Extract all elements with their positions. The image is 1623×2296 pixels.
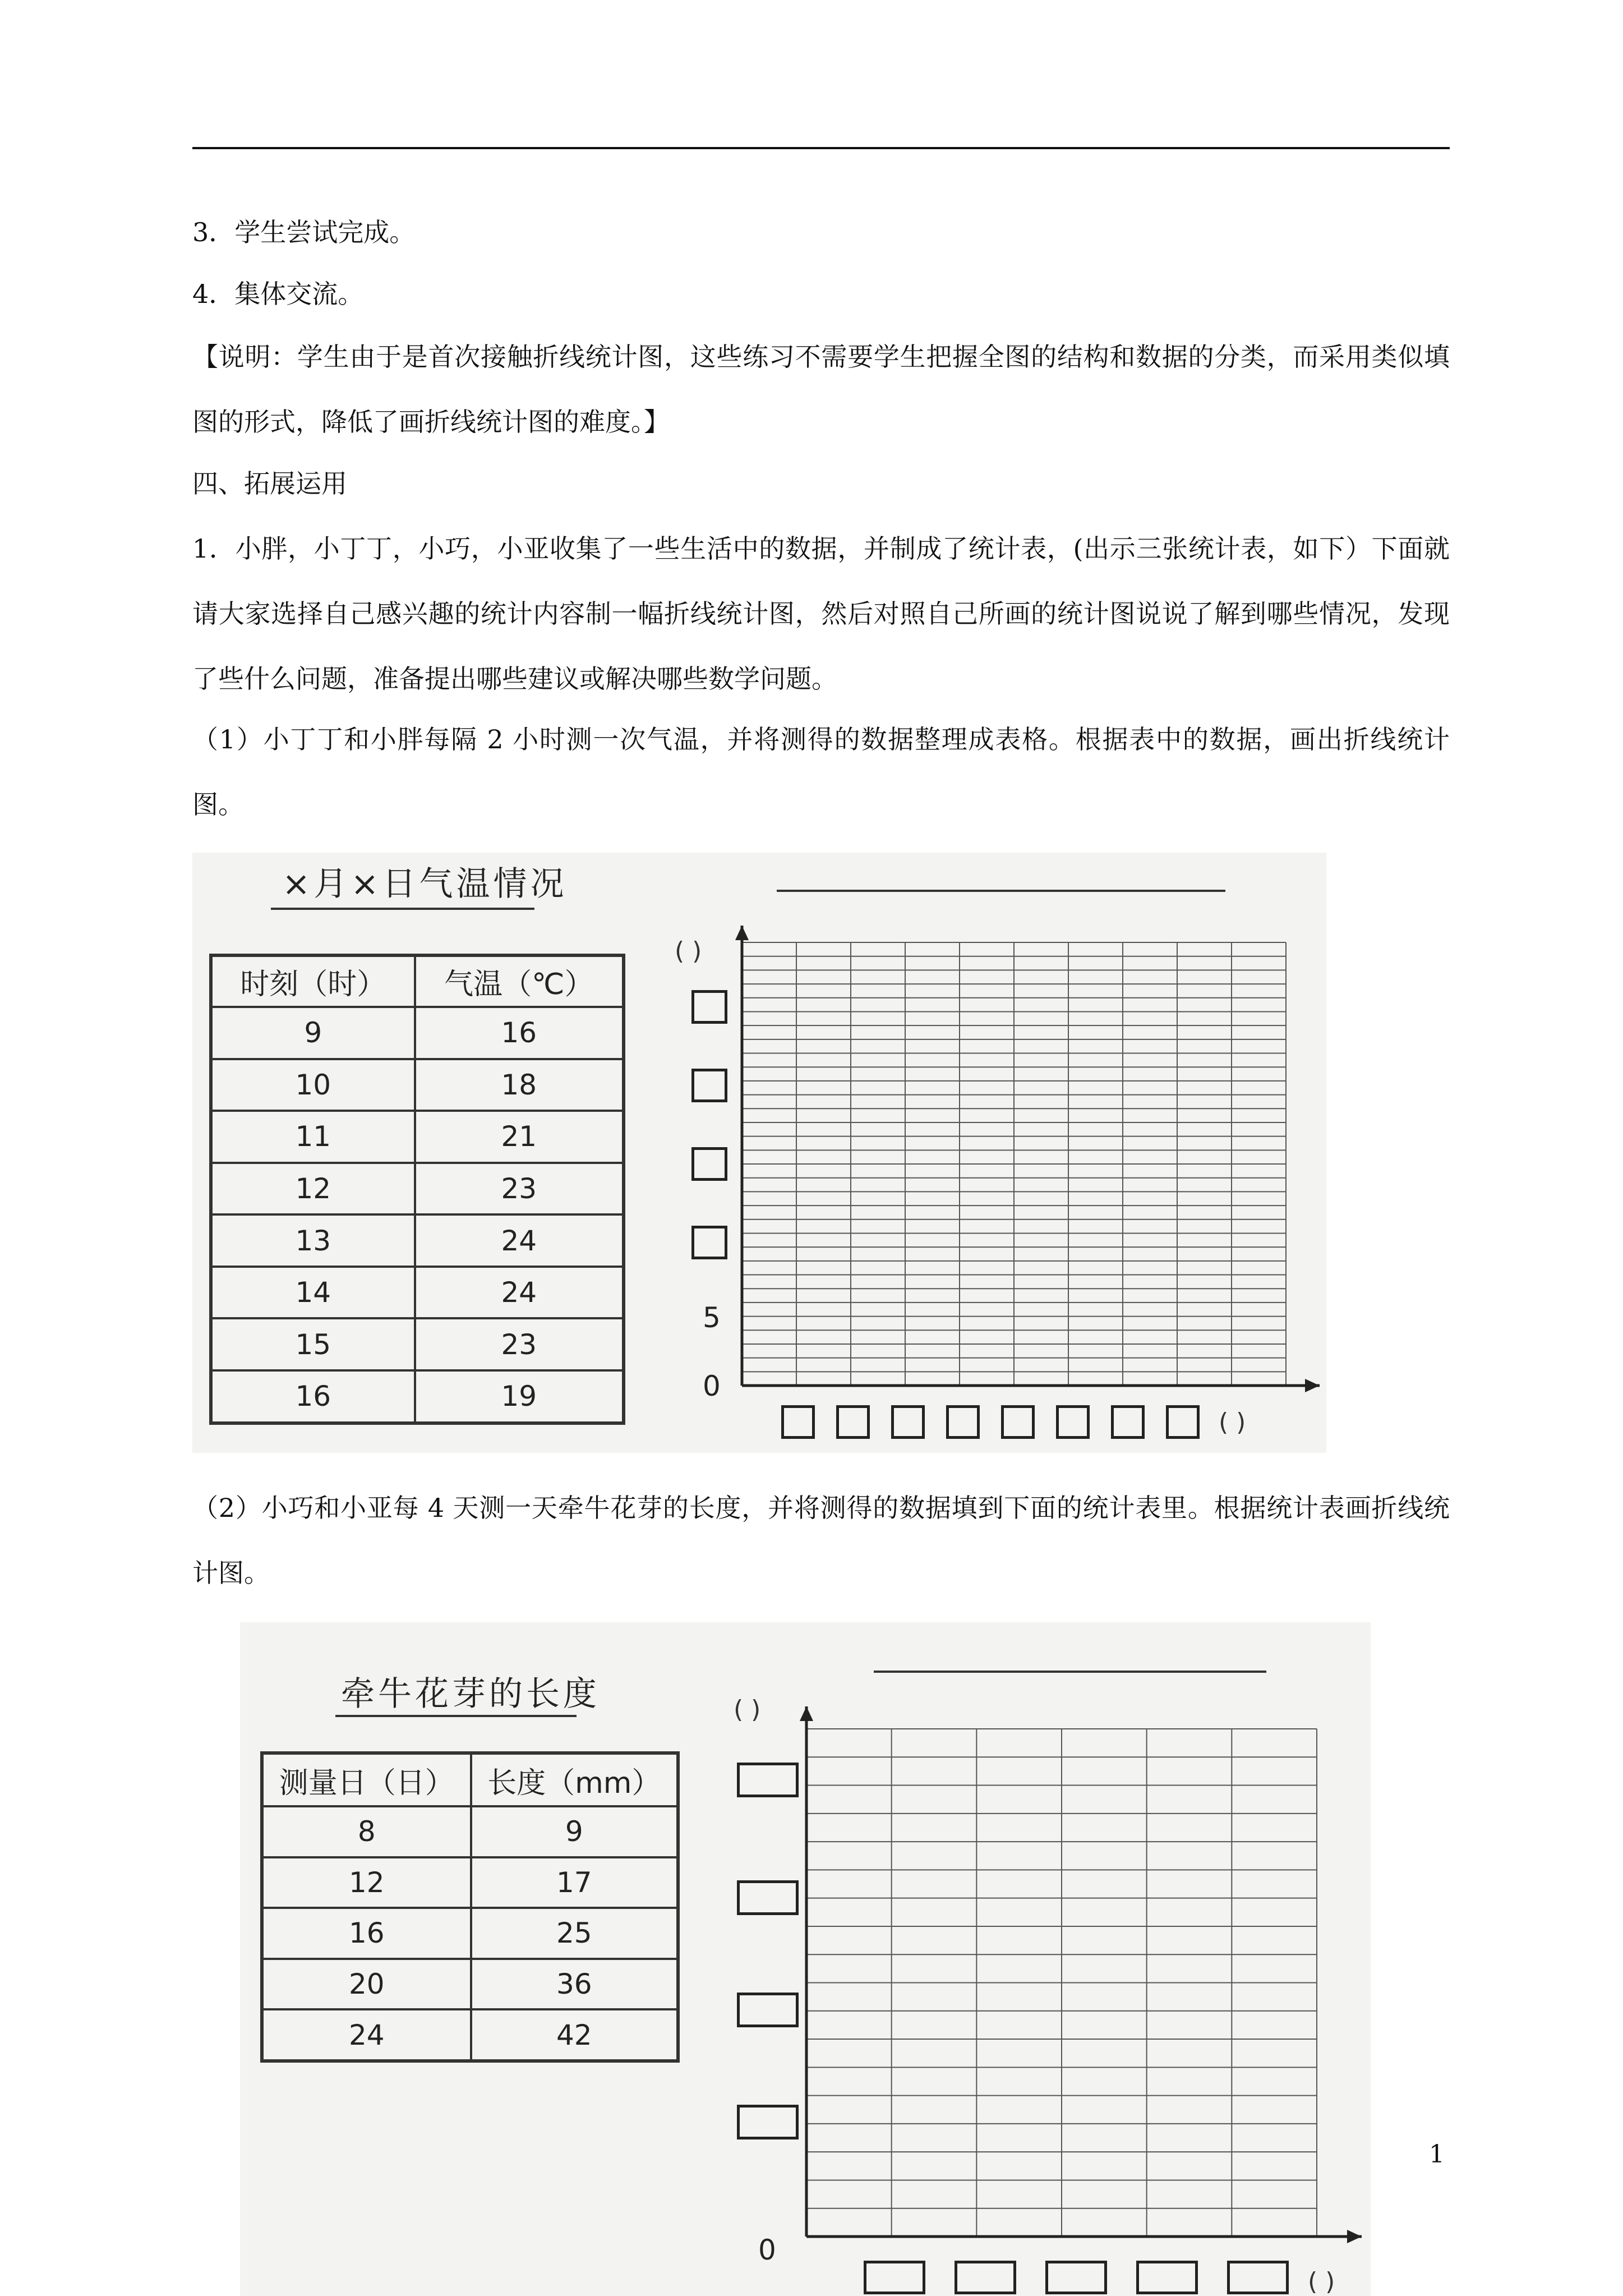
y-label-box (737, 1993, 799, 2027)
x-label-box (891, 1405, 925, 1439)
teaching-note: 【说明：学生由于是首次接触折线统计图，这些练习不需要学生把握全图的结构和数据的分类，而采用类似填图的形式，降低了画折线统计图的难度。】 (192, 342, 1450, 437)
cell-length: 17 (471, 1857, 678, 1908)
temperature-grid (731, 920, 1326, 1402)
y-label-box (691, 990, 727, 1024)
cell-time: 16 (211, 1370, 415, 1423)
cell-time: 11 (211, 1111, 415, 1163)
y-label-box (691, 1226, 727, 1259)
cell-temp: 18 (415, 1059, 624, 1111)
y-label-box (737, 2105, 799, 2139)
cell-length: 25 (471, 1908, 678, 1959)
cell-day: 12 (262, 1857, 471, 1908)
table-row (211, 1163, 624, 1215)
cell-day: 8 (262, 1806, 471, 1857)
y-axis-arrow (800, 1706, 813, 1721)
table-row (262, 1806, 678, 1857)
y-label-box (737, 1880, 799, 1915)
seedling-figure (240, 1622, 1371, 2296)
table-row (211, 1111, 624, 1163)
table-row (262, 2009, 678, 2061)
x-unit-blank: ( ) (1308, 2267, 1335, 2296)
y-label-box (691, 1069, 727, 1102)
figure2-title-underline (335, 1715, 577, 1717)
table-row (211, 1007, 624, 1059)
table-row (211, 1318, 624, 1370)
cell-temp: 24 (415, 1267, 624, 1319)
table-row (211, 1267, 624, 1319)
y-tick-label: 0 (758, 2234, 776, 2266)
y-tick-label: 5 (703, 1301, 721, 1334)
seedling-grid (795, 1690, 1371, 2251)
cell-length: 36 (471, 1959, 678, 2010)
cell-temp: 19 (415, 1370, 624, 1423)
x-label-box (946, 1405, 980, 1439)
step-4: 4．集体交流。 (192, 279, 364, 309)
header-rule (192, 147, 1450, 149)
figure2-title: 牵牛花芽的长度 (341, 1674, 600, 1714)
x-label-box (836, 1405, 870, 1439)
x-label-box (1001, 1405, 1035, 1439)
y-tick-label: 0 (703, 1370, 721, 1402)
table-row (211, 1370, 624, 1423)
x-label-box (1136, 2261, 1198, 2294)
cell-temp: 16 (415, 1007, 624, 1059)
question-1-part-2: （2）小巧和小亚每 4 天测一天牵牛花芽的长度，并将测得的数据填到下面的统计表里。根据统计表画折线统计图。 (192, 1493, 1450, 1588)
cell-time: 14 (211, 1267, 415, 1319)
x-label-box (1227, 2261, 1289, 2294)
x-label-box (1045, 2261, 1107, 2294)
cell-day: 24 (262, 2009, 471, 2061)
table-row (262, 1908, 678, 1959)
cell-time: 10 (211, 1059, 415, 1111)
temperature-table (209, 954, 625, 1425)
table-header-row (211, 955, 624, 1007)
x-label-box (1166, 1405, 1200, 1439)
x-label-box (781, 1405, 815, 1439)
cell-temp: 23 (415, 1163, 624, 1215)
seedling-table (260, 1751, 680, 2063)
col-temp-header: 气温（℃） (415, 955, 624, 1007)
figure1-title-underline (271, 908, 534, 910)
x-label-box (1111, 1405, 1145, 1439)
section-heading: 四、拓展运用 (192, 468, 347, 499)
table-row (211, 1059, 624, 1111)
y-label-box (737, 1763, 799, 1797)
cell-temp: 24 (415, 1214, 624, 1267)
table-row (211, 1214, 624, 1267)
page-number: 1 (1429, 2140, 1445, 2169)
question-1-part-1: （1）小丁丁和小胖每隔 2 小时测一次气温，并将测得的数据整理成表格。根据表中的数据，画出折线统计图。 (192, 724, 1450, 820)
x-label-box (955, 2261, 1016, 2294)
y-axis-arrow (735, 926, 749, 940)
x-axis-arrow (1305, 1379, 1320, 1392)
x-unit-blank: ( ) (1219, 1408, 1246, 1437)
temperature-figure (192, 853, 1326, 1453)
cell-time: 13 (211, 1214, 415, 1267)
cell-day: 20 (262, 1959, 471, 2010)
table-header-row (262, 1753, 678, 1806)
table-row (262, 1959, 678, 2010)
x-label-box (864, 2261, 925, 2294)
cell-day: 16 (262, 1908, 471, 1959)
y-unit-blank: ( ) (734, 1695, 761, 1724)
chart1-title-blank (777, 890, 1225, 892)
y-unit-blank: ( ) (675, 937, 702, 965)
cell-time: 12 (211, 1163, 415, 1215)
cell-time: 9 (211, 1007, 415, 1059)
cell-length: 9 (471, 1806, 678, 1857)
col-time-header: 时刻（时） (211, 955, 415, 1007)
cell-time: 15 (211, 1318, 415, 1370)
step-3: 3．学生尝试完成。 (192, 217, 416, 247)
cell-length: 42 (471, 2009, 678, 2061)
table-row (262, 1857, 678, 1908)
cell-temp: 21 (415, 1111, 624, 1163)
question-1: 1．小胖，小丁丁，小巧，小亚收集了一些生活中的数据，并制成了统计表，(出示三张统计表，如下）下面就请大家选择自己感兴趣的统计内容制一幅折线统计图，然后对照自己所画的统计图说说了解到哪些情况，发现了些什么问题，准备提出哪些建议或解决哪些数学问题。 (192, 533, 1450, 694)
y-label-box (691, 1147, 727, 1181)
chart2-title-blank (874, 1671, 1266, 1673)
figure1-title: ×月×日气温情况 (282, 864, 568, 904)
col-length-header: 长度（mm） (471, 1753, 678, 1806)
col-day-header: 测量日（日） (262, 1753, 471, 1806)
x-label-box (1056, 1405, 1090, 1439)
cell-temp: 23 (415, 1318, 624, 1370)
x-axis-arrow (1347, 2230, 1362, 2243)
